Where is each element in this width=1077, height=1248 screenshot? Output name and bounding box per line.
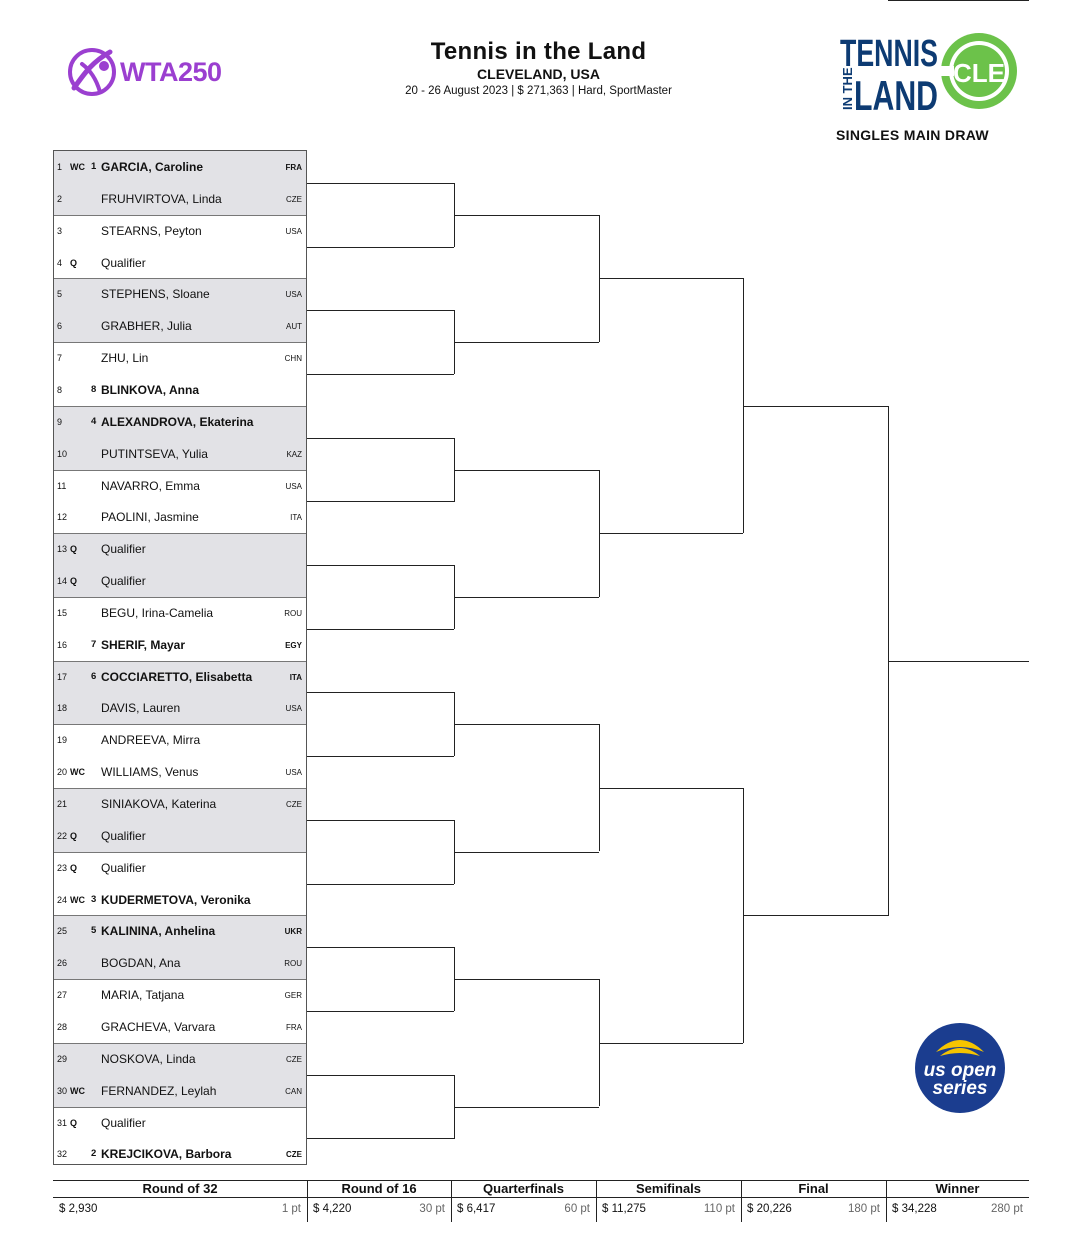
bracket-r16-line [454, 470, 599, 471]
bracket-r32-line [307, 1075, 454, 1076]
round-name: Semifinals [635, 1181, 702, 1196]
player-name: ZHU, Lin [101, 351, 149, 366]
bracket-r32-line [307, 183, 454, 184]
seed-number: 6 [91, 670, 97, 682]
player-country: USA [285, 768, 302, 778]
bracket-r32-line [307, 310, 454, 311]
draw-position: 23 [57, 862, 68, 873]
row-separator [54, 724, 306, 725]
player-row [54, 247, 306, 279]
draw-position: 9 [57, 416, 63, 427]
round-points: 280 pt [991, 1203, 1023, 1215]
player-row [54, 629, 306, 661]
player-country: USA [285, 226, 302, 236]
til-logo-word-in-the: IN THE [840, 67, 855, 110]
draw-position: 13 [57, 544, 68, 555]
player-name: PAOLINI, Jasmine [101, 510, 199, 525]
player-country: AUT [286, 322, 302, 332]
bracket-r32-line [307, 247, 454, 248]
prize-divider [596, 1180, 597, 1222]
player-country: ITA [289, 672, 302, 682]
prize-divider [451, 1180, 452, 1222]
player-country: GER [284, 991, 302, 1001]
round-prize: $ 2,930 [59, 1203, 98, 1215]
bracket-r32-line [307, 629, 454, 630]
prize-cell [596, 1180, 741, 1222]
row-separator [54, 661, 306, 662]
seed-number: 2 [91, 1148, 97, 1160]
bracket-r16-line [454, 979, 599, 980]
player-country: CZE [286, 194, 302, 204]
prize-cell [886, 1180, 1029, 1222]
seed-number: 7 [91, 638, 97, 650]
draw-position: 8 [57, 384, 63, 395]
draw-position: 6 [57, 321, 63, 332]
prize-cell [53, 1180, 307, 1222]
player-country: USA [285, 290, 302, 300]
round-prize: $ 6,417 [457, 1203, 496, 1215]
player-row [54, 884, 306, 916]
seed-number: 1 [91, 161, 97, 172]
player-row [54, 1011, 306, 1043]
player-country: USA [285, 481, 302, 491]
player-name: GRACHEVA, Varvara [101, 1019, 216, 1034]
entry-status: WC [70, 1085, 85, 1096]
player-name: BOGDAN, Ana [101, 956, 181, 971]
player-name: Qualifier [101, 860, 146, 875]
round-points: 30 pt [419, 1203, 445, 1215]
row-separator [54, 470, 306, 471]
wta250-logo-text: WTA250 [120, 57, 222, 87]
draw-position: 12 [57, 512, 68, 523]
round-name: Final [798, 1181, 829, 1196]
row-separator [54, 915, 306, 916]
player-name: ANDREEVA, Mirra [101, 733, 201, 748]
player-name: MARIA, Tatjana [101, 988, 185, 1003]
player-row [54, 374, 306, 406]
tournament-location: CLEVELAND, USA [477, 66, 600, 82]
player-name: SINIAKOVA, Katerina [101, 797, 217, 811]
draw-position: 17 [57, 671, 68, 682]
player-name: STEPHENS, Sloane [101, 287, 210, 302]
draw-position: 22 [57, 830, 68, 841]
draw-position: 20 [57, 767, 68, 778]
round-name: Winner [935, 1181, 980, 1196]
draw-position: 19 [57, 735, 68, 746]
prize-divider [886, 1180, 887, 1222]
til-logo-badge: CLE [953, 58, 1005, 88]
draw-position: 10 [57, 448, 68, 459]
player-row [54, 183, 306, 215]
row-separator [54, 788, 306, 789]
player-row [54, 215, 306, 247]
seed-number: 4 [91, 415, 97, 427]
bracket-r32-line [307, 884, 454, 885]
bracket-sf-line [743, 915, 888, 916]
row-separator [54, 215, 306, 216]
player-row [54, 724, 306, 756]
player-name: KREJCIKOVA, Barbora [101, 1147, 232, 1162]
draw-position: 27 [57, 990, 68, 1001]
tournament-title: Tennis in the Land [430, 38, 647, 65]
player-name: Qualifier [101, 542, 146, 557]
player-country: CZE [286, 1054, 302, 1064]
entry-status: Q [70, 862, 78, 873]
draw-position: 28 [57, 1021, 68, 1032]
bracket-r16-line [454, 342, 599, 343]
prize-divider [741, 1180, 742, 1222]
bracket-r32-line [307, 374, 454, 375]
player-row [54, 470, 306, 502]
bracket-r16-line [454, 215, 599, 216]
seed-number: 5 [91, 925, 97, 937]
row-separator [54, 1043, 306, 1044]
player-name: PUTINTSEVA, Yulia [101, 446, 208, 461]
entry-status: Q [70, 1117, 78, 1128]
bracket-r16-line [454, 597, 599, 598]
draw-position: 15 [57, 607, 68, 618]
til-logo-word-land: LAND [854, 72, 938, 118]
player-row [54, 852, 306, 884]
us-open-series-logo [914, 1022, 1006, 1114]
bracket-final-line [888, 661, 1029, 662]
player-row [54, 565, 306, 597]
player-country: USA [285, 704, 302, 714]
player-country: CZE [286, 800, 302, 809]
round-name: Quarterfinals [483, 1181, 564, 1196]
player-row [54, 310, 306, 342]
player-name: STEARNS, Peyton [101, 223, 202, 238]
round-name: Round of 32 [142, 1181, 218, 1196]
row-separator [54, 979, 306, 980]
player-row [54, 756, 306, 788]
player-name: WILLIAMS, Venus [101, 765, 199, 780]
draw-position: 16 [57, 639, 68, 650]
player-name: DAVIS, Lauren [101, 701, 181, 716]
draw-position: 14 [57, 576, 68, 587]
draw-position: 25 [57, 926, 68, 937]
bracket-qf-line [599, 788, 743, 789]
entry-status: Q [70, 830, 78, 841]
draw-position: 4 [57, 257, 63, 268]
player-row [54, 1043, 306, 1075]
player-row [54, 947, 306, 979]
round-points: 1 pt [281, 1203, 301, 1215]
player-row [54, 979, 306, 1011]
player-country: ITA [290, 513, 302, 523]
bracket-r32-line [307, 1138, 454, 1139]
til-logo-word-tennis: TENNIS [840, 33, 938, 75]
player-country: EGY [285, 640, 302, 650]
bracket-r16-line [454, 852, 599, 853]
player-row [54, 1138, 306, 1170]
entry-status: Q [70, 257, 78, 268]
round-prize: $ 20,226 [747, 1203, 792, 1215]
player-row [54, 1107, 306, 1139]
player-name: COCCIARETTO, Elisabetta [101, 669, 253, 684]
prize-cell [741, 1180, 886, 1222]
bracket-qf-line [599, 278, 743, 279]
player-name: FRUHVIRTOVA, Linda [101, 191, 222, 206]
draw-position: 1 [57, 162, 63, 172]
player-country: ROU [284, 959, 302, 969]
round-prize: $ 34,228 [892, 1203, 937, 1215]
tournament-info: 20 - 26 August 2023 | $ 271,363 | Hard, SportMaster [405, 85, 672, 97]
player-row [54, 597, 306, 629]
draw-position: 3 [57, 225, 63, 236]
uso-logo-text-us-open: us open [923, 1060, 997, 1081]
row-separator [54, 278, 306, 279]
draw-position: 11 [57, 480, 67, 491]
draw-position: 32 [57, 1149, 68, 1160]
bracket-r16-line [454, 1107, 599, 1108]
seed-number: 3 [91, 893, 97, 905]
player-country: FRA [286, 1022, 302, 1032]
uso-logo-text-series: series [932, 1078, 988, 1099]
player-row [54, 661, 306, 693]
draw-position: 2 [57, 193, 63, 204]
entry-status: WC [70, 162, 85, 172]
player-name: KUDERMETOVA, Veronika [101, 892, 251, 907]
player-row [54, 692, 306, 724]
player-name: Qualifier [101, 1115, 146, 1130]
entry-status: Q [70, 576, 78, 587]
bracket-r32-line [307, 501, 454, 502]
player-name: NOSKOVA, Linda [101, 1051, 196, 1066]
round-points: 60 pt [564, 1203, 590, 1215]
player-country: CHN [284, 354, 302, 364]
prize-cell [307, 1180, 451, 1222]
player-name: BEGU, Irina-Camelia [101, 605, 214, 620]
draw-position: 5 [57, 289, 63, 300]
bracket-r32-line [307, 756, 454, 757]
player-country: CZE [286, 1150, 302, 1160]
row-separator [54, 533, 306, 534]
draw-position: 30 [57, 1085, 68, 1096]
draw-position: 31 [57, 1117, 68, 1128]
player-row [54, 151, 306, 183]
round-prize: $ 4,220 [313, 1203, 352, 1215]
player-name: SHERIF, Mayar [101, 637, 186, 652]
player-name: Qualifier [101, 574, 146, 589]
player-name: Qualifier [101, 828, 146, 843]
player-name: FERNANDEZ, Leylah [101, 1083, 217, 1098]
bracket-r32-line [307, 947, 454, 948]
player-row [54, 342, 306, 374]
bracket-r32-line [307, 438, 454, 439]
player-country: KAZ [286, 449, 302, 459]
player-row [54, 1075, 306, 1107]
player-name: BLINKOVA, Anna [101, 382, 199, 397]
player-name: GRABHER, Julia [101, 319, 192, 334]
draw-position: 24 [57, 894, 68, 905]
draw-position: 26 [57, 958, 68, 969]
player-name: Qualifier [101, 255, 146, 270]
bracket-qf-line [599, 1043, 743, 1044]
bracket-sf-line [743, 406, 888, 407]
seed-number: 8 [91, 383, 97, 395]
player-country: CAN [285, 1086, 302, 1096]
round-name: Round of 16 [341, 1181, 417, 1196]
draw-position: 7 [57, 353, 63, 364]
row-separator [54, 1107, 306, 1108]
player-country: UKR [284, 927, 302, 937]
player-country: FRA [285, 163, 302, 172]
player-row [54, 788, 306, 820]
entry-status: WC [70, 894, 85, 905]
row-separator [54, 852, 306, 853]
draw-position: 18 [57, 703, 68, 714]
tennis-in-the-land-logo [836, 28, 1026, 118]
bracket-r32-line [307, 820, 454, 821]
round-points: 110 pt [703, 1203, 735, 1215]
bracket-winner-line [888, 0, 1029, 1]
player-name: GARCIA, Caroline [101, 160, 204, 174]
round-points: 180 pt [848, 1203, 880, 1215]
row-separator [54, 342, 306, 343]
player-country: ROU [284, 608, 302, 618]
player-name: ALEXANDROVA, Ekaterina [101, 414, 254, 429]
bracket-qf-line [599, 533, 743, 534]
row-separator [54, 597, 306, 598]
bracket-r16-line [454, 724, 599, 725]
player-name: KALININA, Anhelina [101, 924, 216, 939]
row-separator [54, 406, 306, 407]
bracket-r32-line [307, 565, 454, 566]
draw-type-label: SINGLES MAIN DRAW [836, 127, 989, 143]
entry-status: Q [70, 544, 78, 555]
entry-status: WC [70, 767, 85, 778]
bracket-r32-line [307, 1011, 454, 1012]
player-row [54, 406, 306, 438]
player-row [54, 438, 306, 470]
draw-position: 29 [57, 1053, 68, 1064]
player-row [54, 533, 306, 565]
prize-cell [451, 1180, 596, 1222]
player-row [54, 278, 306, 310]
round-prize: $ 11,275 [602, 1203, 646, 1215]
bracket-r32-line [307, 692, 454, 693]
draw-position: 21 [57, 799, 68, 809]
player-row [54, 820, 306, 852]
player-row [54, 501, 306, 533]
player-name: NAVARRO, Emma [101, 478, 200, 493]
player-row [54, 915, 306, 947]
prize-divider [307, 1180, 308, 1222]
